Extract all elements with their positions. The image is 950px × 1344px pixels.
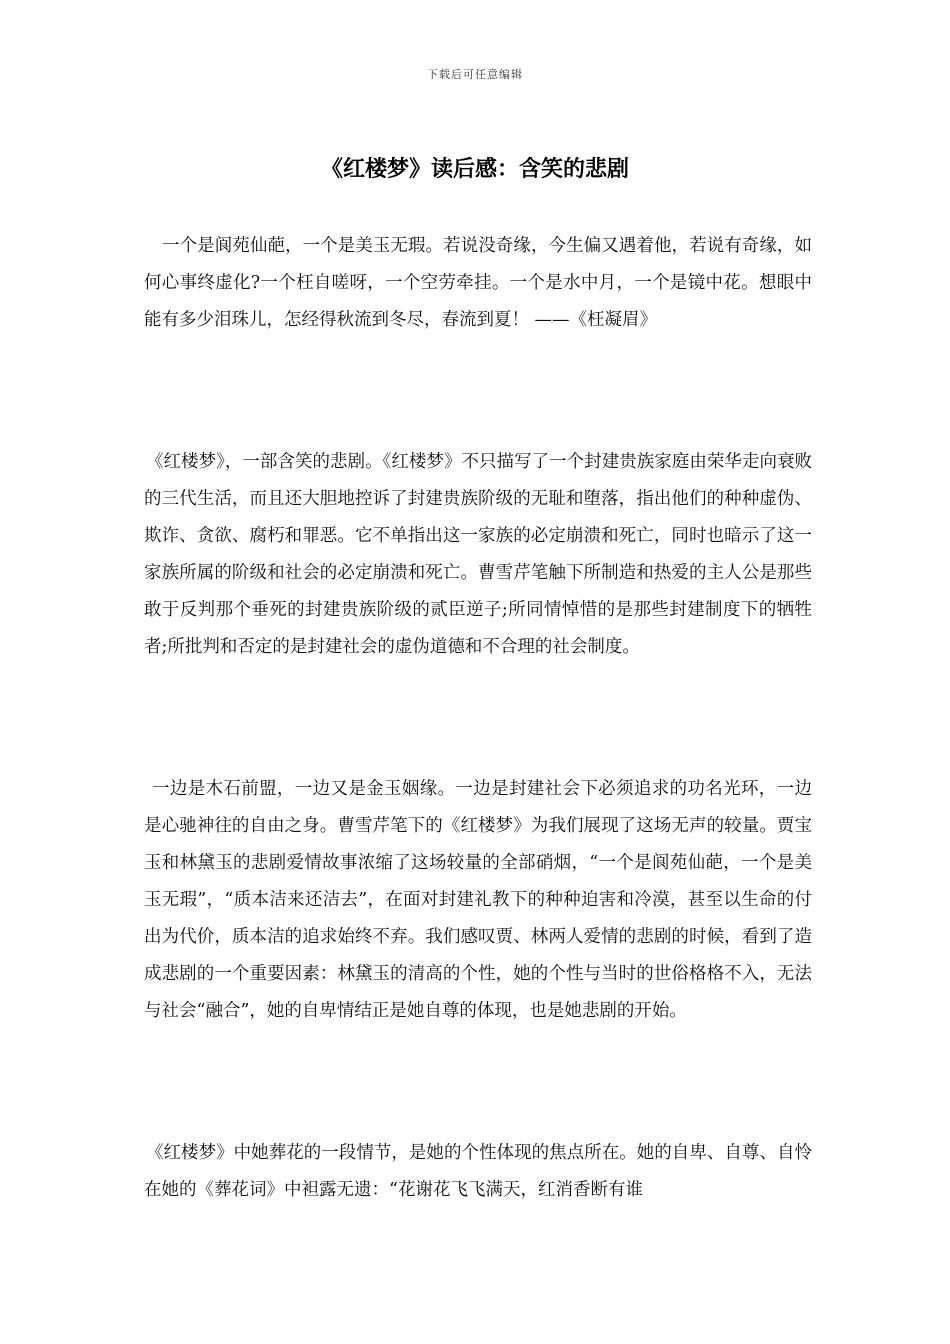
paragraph-love-story: 一边是木石前盟，一边又是金玉姻缘。一边是封建社会下必须追求的功名光环，一边是心驰神往的自由之身。曹雪芹笔下的《红楼梦》为我们展现了这场无声的较量。贾宝玉和林黛玉的悲剧爱情故事浓缩了这场较量的全部硝烟，“一个是阆苑仙葩，一个是美玉无瑕”，“质本洁来还洁去”，在面对封建礼教下的种种迫害和冷漠，甚至以生命的付出为代价，质本洁的追求始终不弃。我们感叹贾、林两人爱情的悲剧的时候，看到了造成悲剧的一个重要因素：林黛玉的清高的个性，她的个性与当时的世俗格格不入，无法与社会“融合”，她的自卑情结正是她自尊的体现，也是她悲剧的开始。 [144,779,812,1021]
paragraph-burying-flowers: 《红楼梦》中她葬花的一段情节，是她的个性体现的焦点所在。她的自卑、自尊、自怜在她的《葬花词》中袒露无遗：“花谢花飞飞满天，红消香断有谁 [144,1143,812,1200]
header-note: 下载后可任意编辑 [427,68,523,81]
document-title: 《红楼梦》读后感：含笑的悲剧 [320,157,629,182]
paragraph-intro: 《红楼梦》，一部含笑的悲剧。《红楼梦》不只描写了一个封建贵族家庭由荣华走向衰败的三代生活，而且还大胆地控诉了封建贵族阶级的无耻和堕落，指出他们的种种虚伪、欺诈、贪欲、腐朽和罪恶。它不单指出这一家族的必定崩溃和死亡，同时也暗示了这一家族所属的阶级和社会的必定崩溃和死亡。曹雪芹笔触下所制造和热爱的主人公是那些敢于反判那个垂死的封建贵族阶级的贰臣逆子;所同情悼惜的是那些封建制度下的牺牲者;所批判和否定的是封建社会的虚伪道德和不合理的社会制度。 [144,452,812,657]
paragraph-poem: 一个是阆苑仙葩，一个是美玉无瑕。若说没奇缘，今生偏又遇着他，若说有奇缘，如何心事终虚化?一个枉自嗟呀，一个空劳牵挂。一个是水中月，一个是镜中花。想眼中能有多少泪珠儿，怎经得秋流到冬尽，春流到夏！ ——《枉凝眉》 [144,236,812,330]
